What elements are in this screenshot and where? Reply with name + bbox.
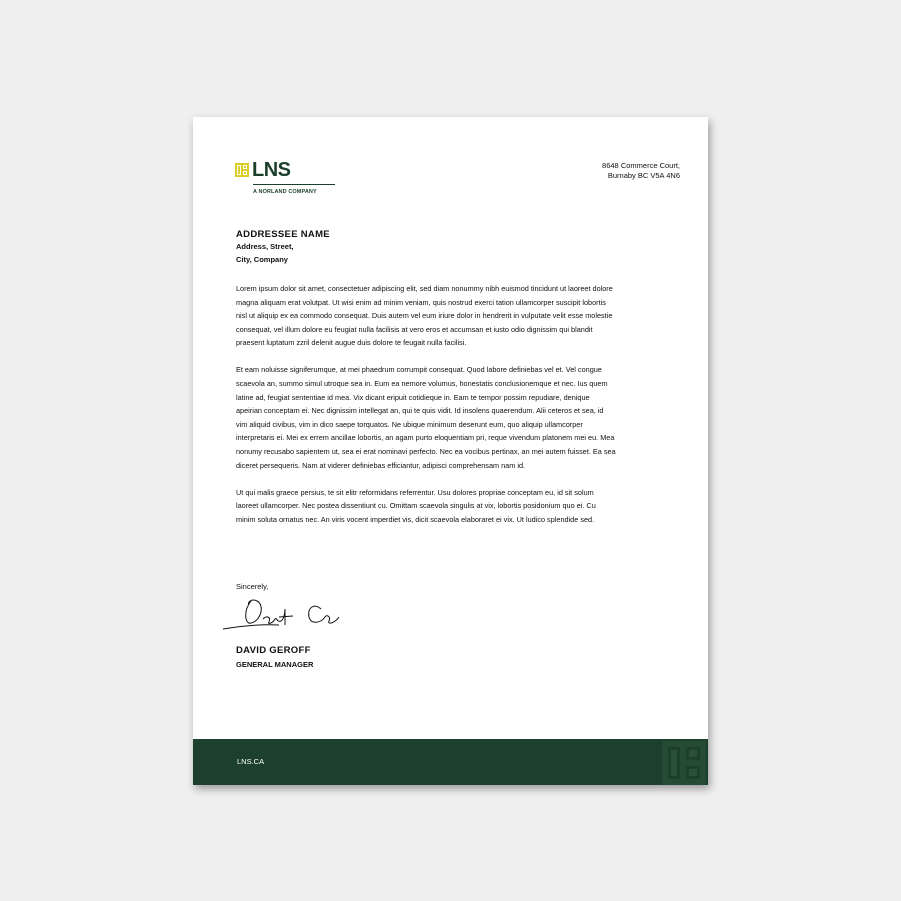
letterhead-footer: [193, 739, 708, 785]
signer-name: DAVID GEROFF: [236, 645, 311, 656]
recipient-address-line1: Address, Street,: [236, 242, 294, 251]
closing-salutation: Sincerely,: [236, 582, 269, 591]
body-paragraph: Lorem ipsum dolor sit amet, consectetuer adipiscing elit, sed diam nonummy nibh euismod tincidunt ut laoreet dolore magna aliquam erat volutpat. Ut wisi enim ad minim veniam, quis nostrud exerci tation ullamcorper suscipit lobortis nisl ut aliquip ex ea commodo consequat. Duis autem vel eum iriure dolor in hendrerit in vulputate velit esse molestie consequat, vel illum dolore eu feugiat nulla facilisis at vero eros et accumsan et iusto odio dignissim qui blandit praesent luptatum zzril delenit augue duis dolore te feugait nulla facilisi.: [236, 284, 613, 348]
signer-title: GENERAL MANAGER: [236, 660, 314, 669]
company-name: LNS: [252, 159, 291, 181]
recipient-block: [236, 229, 330, 266]
recipient-address-line2: City, Company: [236, 254, 288, 264]
handwritten-signature-icon: [221, 595, 351, 641]
body-paragraph: Ut qui malis graece persius, te sit elitr reformidans referrentur. Usu dolores propriae conceptam eu, id sit solum laoreet ullamcorper. Nec postea dissentiunt cu. Omittam scaevola singulis at vix, lobortis posidonium quo ei. Cu minim soluta ornatus nec. An viris vocent imperdiet vis, dicit scaevola elaboraret ei vix. Ut ludico splendide sed.: [236, 487, 596, 524]
sender-address: [602, 161, 680, 181]
lns-watermark-icon: [660, 739, 708, 785]
footer-website-link[interactable]: LNS.CA: [237, 757, 265, 766]
letter-body: [236, 282, 616, 540]
letterhead-page: [193, 117, 708, 785]
company-tagline: A NORLAND COMPANY: [253, 189, 317, 195]
sender-address-line2: Burnaby BC V5A 4N6: [607, 171, 680, 180]
sender-address-line1: 8648 Commerce Court,: [602, 161, 680, 170]
lns-logo-mark-icon: [235, 163, 249, 177]
logo-divider: [253, 184, 335, 185]
company-logo: [235, 161, 337, 197]
signer-block: [236, 645, 313, 672]
recipient-name: ADDRESSEE NAME: [236, 229, 330, 240]
body-paragraph: Et eam noluisse signiferumque, at mei phaedrum corrumpit consequat. Quod labore definiebas vel et. Vel congue scaevola an, summo simul utroque sea in. Eum ea nemore volumus, honestatis conclusionemque et nec. Ius quem latine ad, feugiat sententiae id mea. Vix dicant eripuit cotidieque in. Eam te tempor possim repudiare, denique apeirian conceptam ei. Nec dignissim intellegat an, qui te quis vidit. Id insolens quaerendum. Alii ceteros et sea, id vim aliquid civibus, vim in dico saepe torquatos. Ne ubique minimum deserunt eum, quo aliquip ullamcorper interpretaris ei. Mei ex errem ancillae lobortis, an agam purto eloquentiam pri, reque vivendum platonem mei eu. Mea nonumy recusabo sapientem ut, sea ei erat nominavi perfecto. Nec ea vocibus pertinax, an mei autem fuisset. Ea sea diceret persequeris. Nam at viderer definiebas efficiantur, adipisci comprehensam nam id.: [236, 365, 616, 470]
